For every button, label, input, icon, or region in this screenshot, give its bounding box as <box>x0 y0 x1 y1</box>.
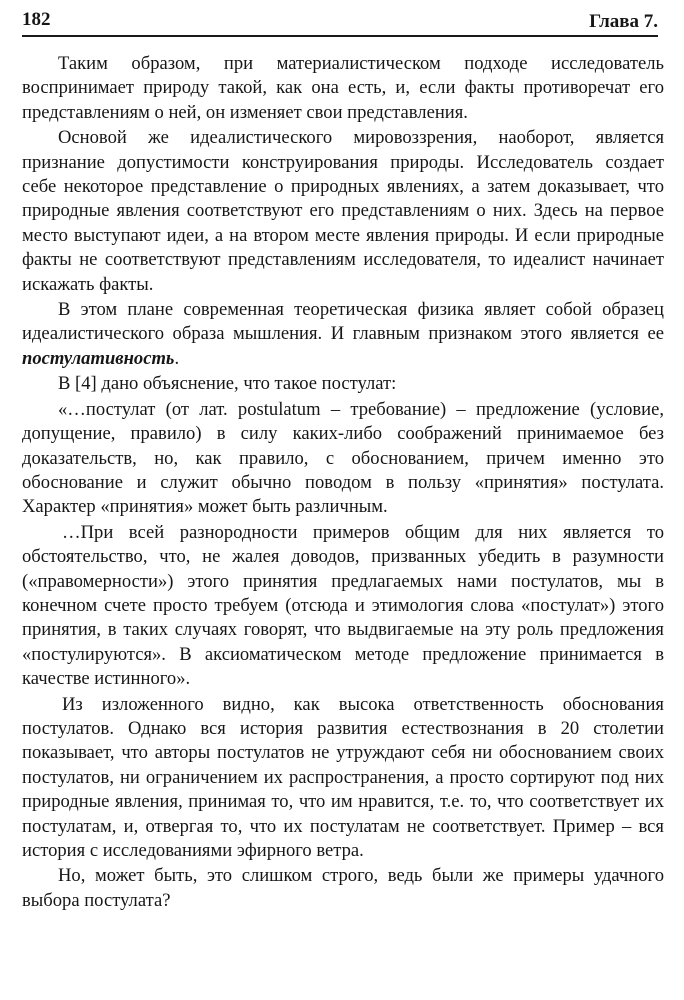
paragraph-question: Но, может быть, это слишком строго, ведь были же примеры удачного выбора постулата? <box>22 865 664 911</box>
page-number: 182 <box>22 9 51 30</box>
paragraph-postulativity-lead: В этом плане современная теоретическая физика являет собой образец идеалистического образа мышления. И главным признаком этого является ее <box>22 299 664 345</box>
paragraph-idealist: Основой же идеалистического мировоззрения, наоборот, является признание допустимости конструирования природы. Исследователь создает себе некоторое представление о природных явлениях, а затем доказывает, что природные явления соответствуют его представлениям о них. Здесь на первое место выступают идеи, а на втором месте явления природы. И если природные факты не соответствуют представлениям исследователя, то идеалист начинает искажать факты. <box>22 127 664 295</box>
chapter-title: Глава 7. <box>589 11 658 32</box>
quote-definition: «…постулат (от лат. postulatum – требование) – предложение (условие, допущение, правило) в силу каких-либо соображений принимаемое без доказательств, но, как правило, с обоснованием, причем именно это обоснование и служит обычно поводом в пользу «принятия» постулата. Характер «принятия» может быть различным. <box>22 398 664 518</box>
paragraph-materialist: Таким образом, при материалистическом подходе исследователь воспринимает природу такой, как она есть, и, если факты противоречат его представлениям о ней, он изменяет свои представления. <box>22 53 664 123</box>
key-term-postulativity: постулативность <box>22 347 175 369</box>
paragraph-reference-intro: В [4] дано объяснение, что такое постулат: <box>58 373 397 395</box>
running-header <box>22 9 658 37</box>
quote-continuation: …При всей разнородности примеров общим для них является то обстоятельство, что, не жалея доводов, призванных убедить в разумности («правомерности») этого принятия предлагаемых нами постулатов, мы в конечном счете просто требуем (отсюда и этимология слова «постулат») этого принятия, в таких случаях говорят, что выдвигаемые на эту роль предложения «постулируются». В аксиоматическом методе предложение принимается в качестве истинного». <box>22 521 664 690</box>
paragraph-postulativity-tail: . <box>174 347 180 369</box>
paragraph-responsibility: Из изложенного видно, как высока ответственность обоснования постулатов. Однако вся история развития естествознания в 20 столетии показывает, что авторы постулатов не утруждают себя ни обоснованием своих постулатов, ни ограничением их распространения, а просто сортируют под них природные явления, принимая то, что им нравится, т.е. то, что соответствует их постулатам, и, отвергая то, что их постулатам не соответствует. Пример – вся история с исследованиями эфирного ветра. <box>22 693 664 861</box>
paragraph-postulativity <box>22 298 664 371</box>
body-text <box>22 52 664 914</box>
